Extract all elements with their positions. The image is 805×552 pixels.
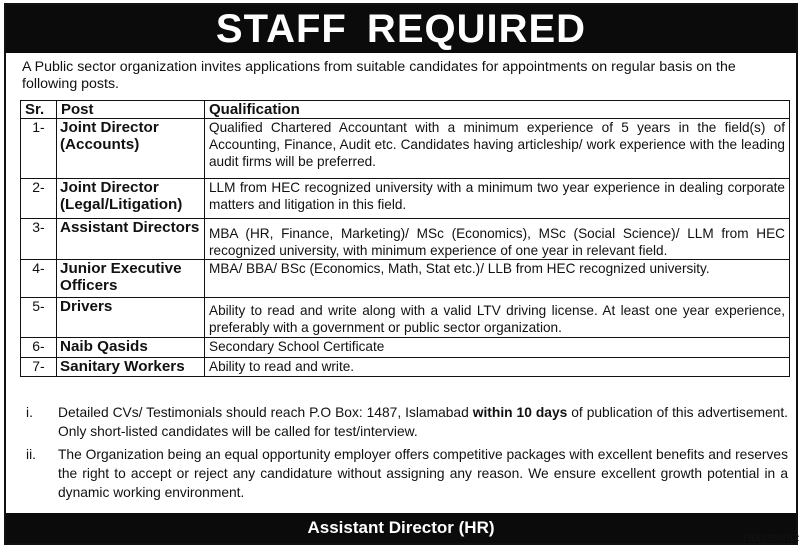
row-qualification: LLM from HEC recognized university with a minimum two year experience in dealing corporate matters and litigation in this field.	[205, 179, 790, 219]
row-qualification: MBA (HR, Finance, Marketing)/ MSc (Economics), MSc (Social Science)/ LLM from HEC recognized university, with minimum experience of one year in relevant field.	[205, 219, 790, 260]
row-sr: 5-	[21, 298, 57, 338]
row-qualification: Secondary School Certificate	[205, 338, 790, 358]
note-text-end: of publication of this advertisement. Only short-listed candidates will be called for test/interview.	[58, 405, 789, 439]
table-row	[21, 260, 790, 298]
note-text-start: The Organization being an equal opportunity employer offers competitive packages with excellent benefits and reserves the right to accept or reject any candidature without assigning any reason. We ensure excellent growth potential in a dynamic working environment.	[58, 447, 788, 500]
table-row	[21, 179, 790, 219]
signature-bar: Assistant Director (HR)	[6, 513, 796, 543]
publication-id: PID(I)3007/12	[742, 533, 799, 543]
table-row	[21, 298, 790, 338]
table-row	[21, 119, 790, 179]
row-qualification: Ability to read and write along with a valid LTV driving license. At least one year experience, preferably with a government or public sector organization.	[205, 298, 790, 338]
note-number: ii.	[26, 447, 36, 462]
row-sr: 2-	[21, 179, 57, 219]
row-post: Assistant Directors	[57, 219, 205, 260]
table-row	[21, 338, 790, 358]
note-number: i.	[26, 405, 33, 420]
row-post: Junior Executive Officers	[57, 260, 205, 298]
table-row	[21, 358, 790, 377]
row-qualification: MBA/ BBA/ BSc (Economics, Math, Stat etc.)/ LLB from HEC recognized university.	[205, 260, 790, 298]
row-post: Drivers	[57, 298, 205, 338]
row-qualification: Qualified Chartered Accountant with a minimum experience of 5 years in the field(s) of Accounting, Finance, Audit etc. Candidates having articleship/ work experience with the leading audit firms will be preferred.	[205, 119, 790, 179]
row-post: Sanitary Workers	[57, 358, 205, 377]
column-header-post: Post	[57, 101, 205, 119]
notes-section	[22, 403, 788, 506]
row-sr: 1-	[21, 119, 57, 179]
intro-paragraph: A Public sector organization invites applications from suitable candidates for appointments on regular basis on the following posts.	[22, 59, 736, 92]
row-sr: 7-	[21, 358, 57, 377]
row-sr: 6-	[21, 338, 57, 358]
row-post: Joint Director (Legal/Litigation)	[57, 179, 205, 219]
column-header-qualification: Qualification	[205, 101, 790, 119]
row-sr: 4-	[21, 260, 57, 298]
note-text-start: Detailed CVs/ Testimonials should reach P.O Box: 1487, Islamabad	[58, 405, 473, 420]
row-post: Joint Director (Accounts)	[57, 119, 205, 179]
note-deadline: within 10 days	[472, 405, 568, 420]
table-row	[21, 219, 790, 260]
column-header-sr: Sr.	[21, 101, 57, 119]
row-sr: 3-	[21, 219, 57, 260]
ad-title: STAFF REQUIRED	[6, 5, 796, 53]
advertisement	[4, 3, 798, 545]
posts-table	[20, 100, 790, 377]
note-item	[22, 403, 788, 441]
row-post: Naib Qasids	[57, 338, 205, 358]
note-item	[22, 445, 788, 502]
row-qualification: Ability to read and write.	[205, 358, 790, 377]
table-header-row	[21, 101, 790, 119]
